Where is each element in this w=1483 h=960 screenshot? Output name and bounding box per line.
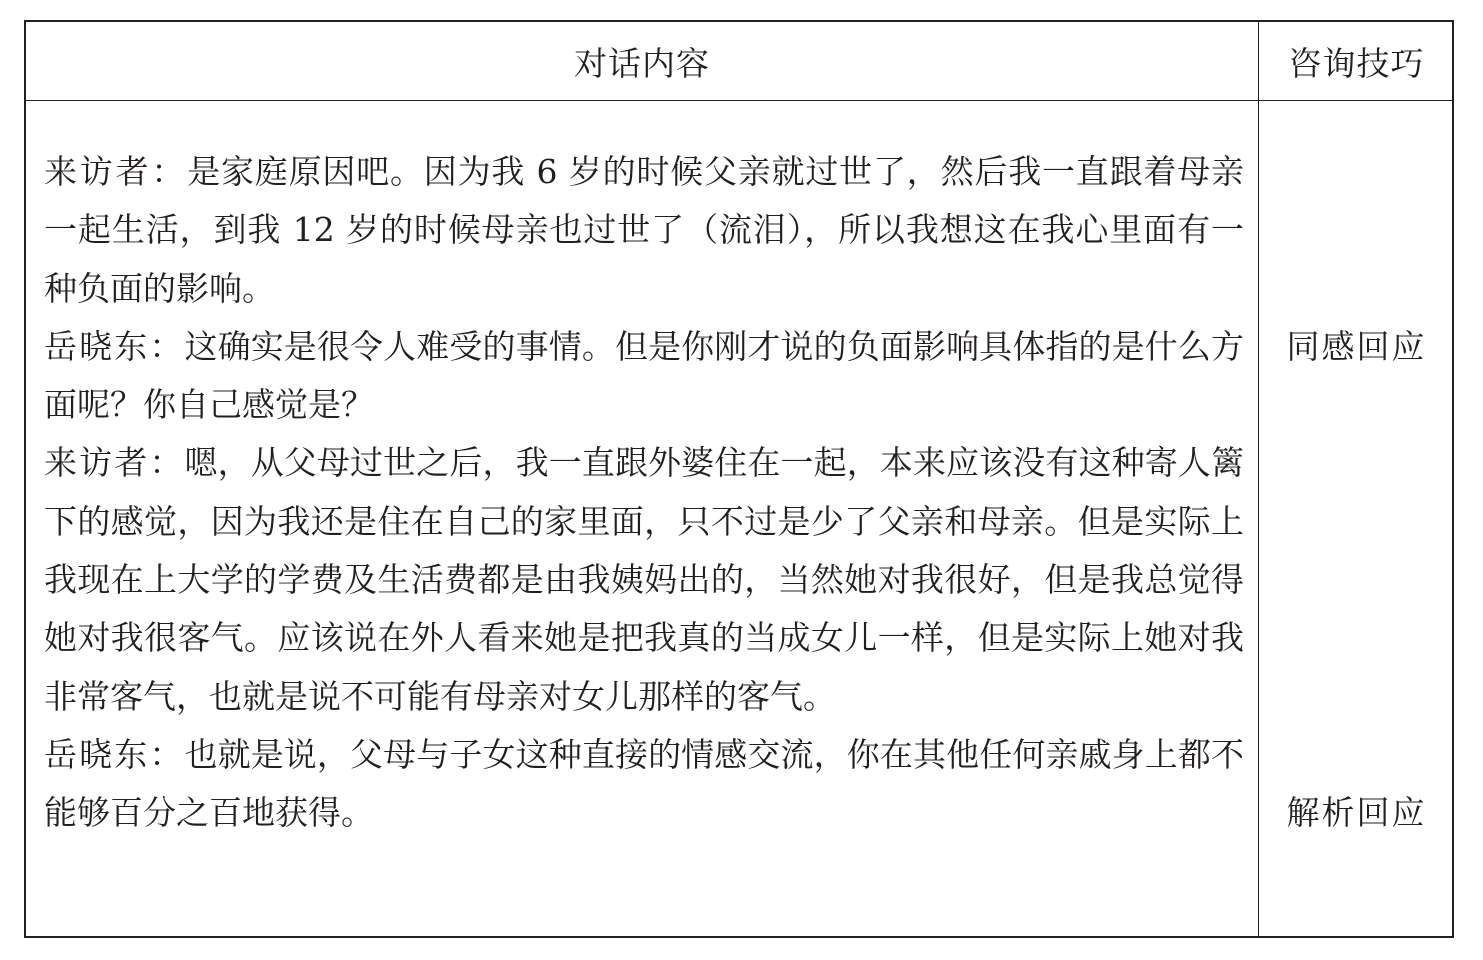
speaker-label: 来访者： <box>44 152 188 191</box>
header-dialogue-content: 对话内容 <box>574 43 710 83</box>
dialogue-cell <box>44 143 1244 843</box>
dialogue-table <box>24 20 1454 938</box>
dialogue-turn <box>44 434 1244 725</box>
dialogue-turn <box>44 318 1244 435</box>
turn-text: 嗯，从父母过世之后，我一直跟外婆住在一起，本来应该没有这种寄人篱下的感觉，因为我还是住在自己的家里面，只不过是少了父亲和母亲。但是实际上我现在上大学的学费及生活费都是由我姨妈出的，当然她对我很好，但是我总觉得她对我很客气。应该说在外人看来她是把我真的当成女儿一样，但是实际上她对我非常客气，也就是说不可能有母亲对女儿那样的客气。 <box>44 443 1245 716</box>
turn-text: 是家庭原因吧。因为我 6 岁的时候父亲就过世了，然后我一直跟着母亲一起生活，到我 12 岁的时候母亲也过世了（流泪），所以我想这在我心里面有一种负面的影响。 <box>44 152 1244 308</box>
dialogue-turn <box>44 143 1244 318</box>
skill-label-empathy: 同感回应 <box>1286 327 1427 366</box>
turn-text: 这确实是很令人难受的事情。但是你刚才说的负面影响具体指的是什么方面呢？你自己感觉是？ <box>44 326 1245 425</box>
turn-text: 也就是说，父母与子女这种直接的情感交流，你在其他任何亲戚身上都不能够百分之百地获得。 <box>44 734 1245 833</box>
speaker-label: 来访者： <box>44 443 185 483</box>
header-divider <box>26 100 1452 101</box>
skill-label-analysis: 解析回应 <box>1286 793 1427 832</box>
dialogue-turn <box>44 726 1244 843</box>
speaker-label: 岳晓东： <box>44 326 185 366</box>
speaker-label: 岳晓东： <box>44 734 185 774</box>
header-counseling-skill: 咨询技巧 <box>1288 43 1425 83</box>
